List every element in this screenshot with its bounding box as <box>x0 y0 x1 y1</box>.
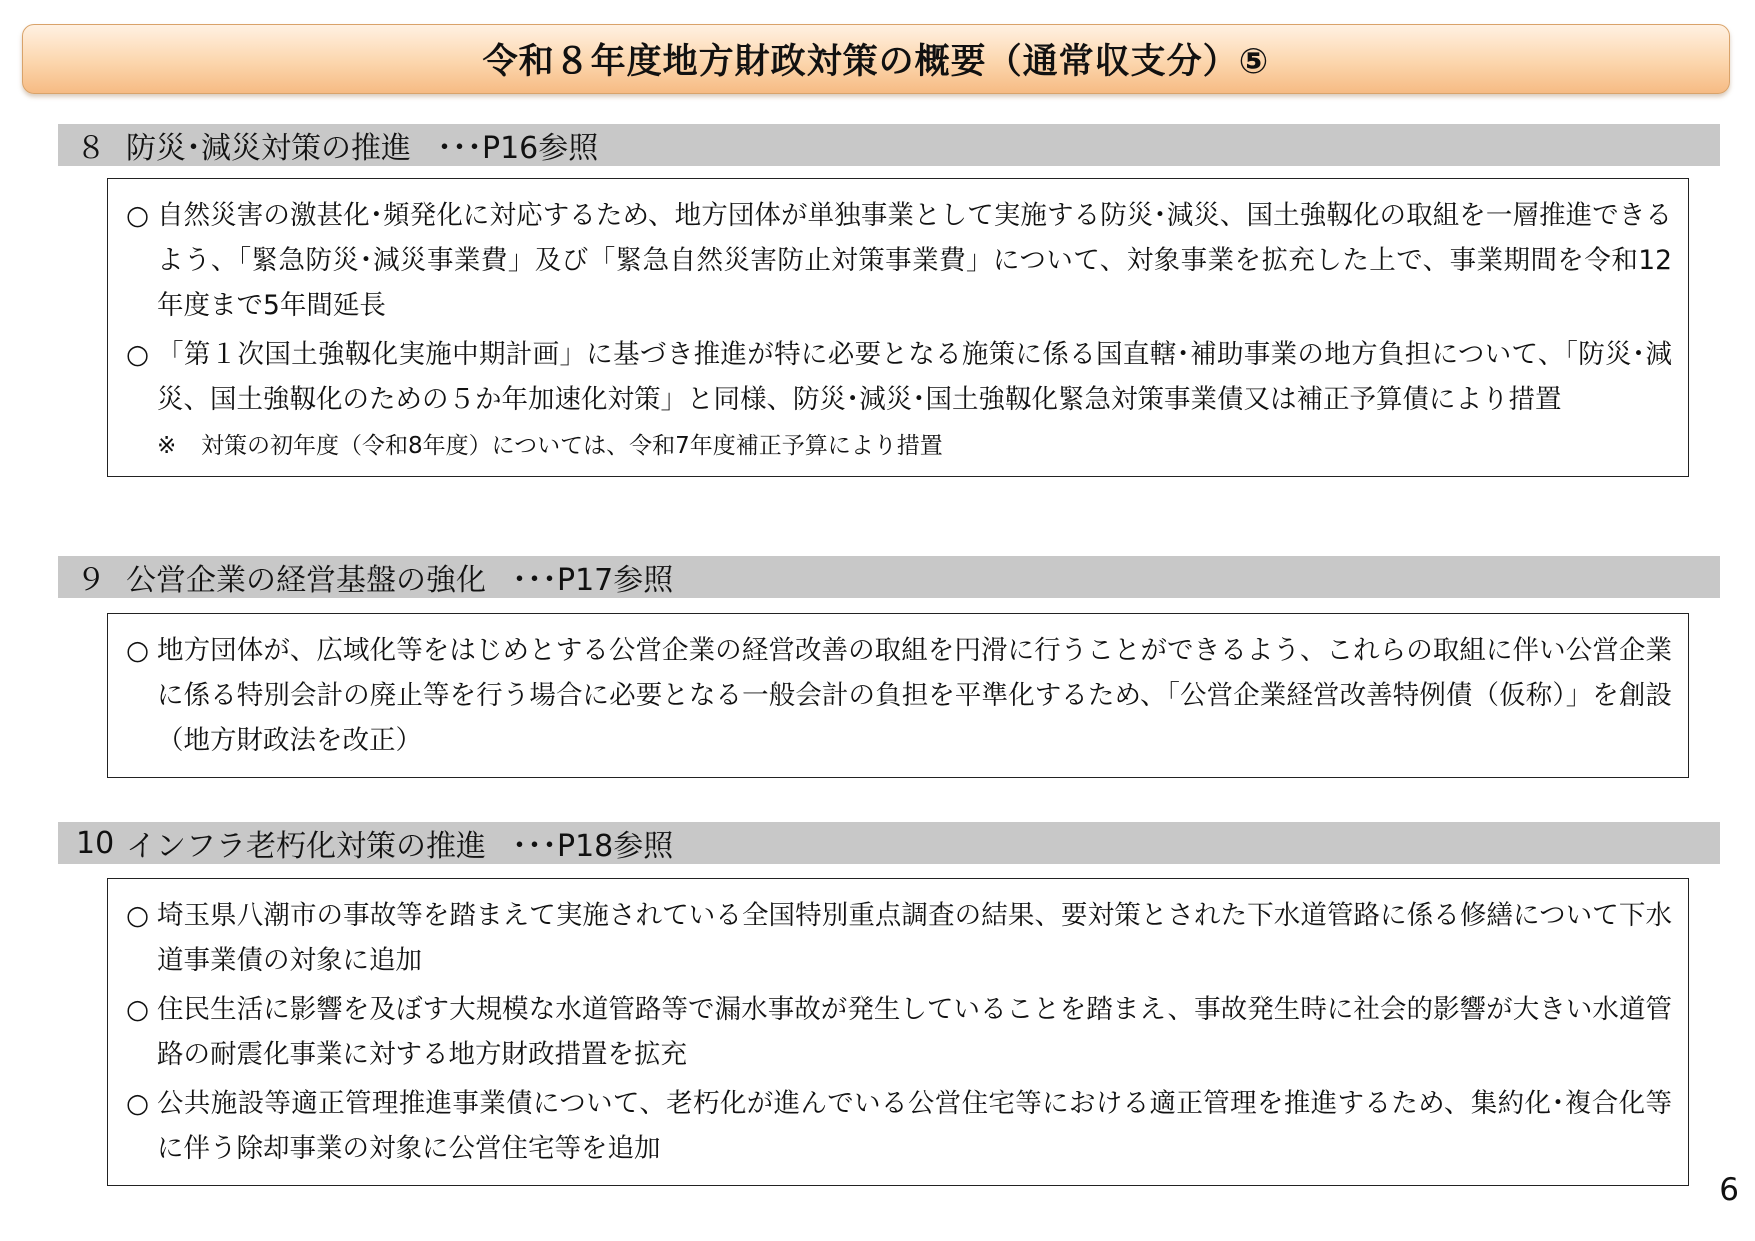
bullet-text: 埼玉県八潮市の事故等を踏まえて実施されている全国特別重点調査の結果、要対策とされた下水道管路に係る修繕について下水道事業債の対象に追加 <box>157 900 1672 976</box>
list-item <box>126 628 1672 763</box>
bullet-text: 自然災害の激甚化･頻発化に対応するため、地方団体が単独事業として実施する防災･減災、国土強靱化の取組を一層推進できるよう、「緊急防災･減災事業費」及び「緊急自然災害防止対策事業費」について、対象事業を拡充した上で、事業期間を令和12年度まで5年間延長 <box>157 200 1672 321</box>
section-box-8 <box>107 178 1689 477</box>
list-item <box>126 1081 1672 1171</box>
footnote-text: 対策の初年度（令和8年度）については、令和7年度補正予算により措置 <box>201 433 943 459</box>
bullet-text: 住民生活に影響を及ぼす大規模な水道管路等で漏水事故が発生していることを踏まえ、事故発生時に社会的影響が大きい水道管路の耐震化事業に対する地方財政措置を拡充 <box>157 994 1672 1070</box>
circle-bullet-icon: ○ <box>126 1088 150 1119</box>
section-header-9 <box>58 556 1720 598</box>
section-page-reference: ･･･P16参照 <box>437 131 599 166</box>
bullet-text: 公共施設等適正管理推進事業債について、老朽化が進んでいる公営住宅等における適正管理を推進するため、集約化･複合化等に伴う除却事業の対象に公営住宅等を追加 <box>157 1088 1672 1164</box>
section-page-reference: ･･･P18参照 <box>512 829 674 864</box>
circle-bullet-icon: ○ <box>126 339 150 370</box>
list-item <box>126 193 1672 328</box>
circle-bullet-icon: ○ <box>126 200 150 231</box>
reference-mark: ※ <box>157 433 177 459</box>
section-header-8 <box>58 124 1720 166</box>
section-box-9 <box>107 613 1689 778</box>
section-heading: 公営企業の経営基盤の強化 <box>126 563 486 598</box>
circle-bullet-icon: ○ <box>126 994 150 1025</box>
title-banner <box>22 24 1730 94</box>
page-title: 令和８年度地方財政対策の概要（通常収支分）⑤ <box>482 42 1270 82</box>
page-number: 6 <box>1719 1172 1739 1208</box>
section-box-10 <box>107 878 1689 1186</box>
section-heading: 防災･減災対策の推進 <box>126 131 411 166</box>
list-item <box>126 987 1672 1077</box>
bullet-text: 地方団体が、広域化等をはじめとする公営企業の経営改善の取組を円滑に行うことができるよう、これらの取組に伴い公営企業に係る特別会計の廃止等を行う場合に必要となる一般会計の負担を平準化するため、「公営企業経営改善特例債（仮称）」を創設（地方財政法を改正） <box>157 635 1672 756</box>
list-item <box>126 332 1672 422</box>
section-page-reference: ･･･P17参照 <box>512 563 674 598</box>
list-item <box>126 893 1672 983</box>
section-header-10 <box>58 822 1720 864</box>
circle-bullet-icon: ○ <box>126 900 150 931</box>
section-number: ８ <box>76 131 106 166</box>
footnote <box>126 426 1672 466</box>
section-heading: インフラ老朽化対策の推進 <box>126 829 486 864</box>
circle-bullet-icon: ○ <box>126 635 150 666</box>
section-number: 10 <box>76 825 115 861</box>
section-number: ９ <box>76 563 106 598</box>
bullet-text: 「第１次国土強靱化実施中期計画」に基づき推進が特に必要となる施策に係る国直轄･補助事業の地方負担について、「防災･減災、国土強靱化のための５か年加速化対策」と同様、防災･減災･国土強靱化緊急対策事業債又は補正予算債により措置 <box>157 339 1672 415</box>
